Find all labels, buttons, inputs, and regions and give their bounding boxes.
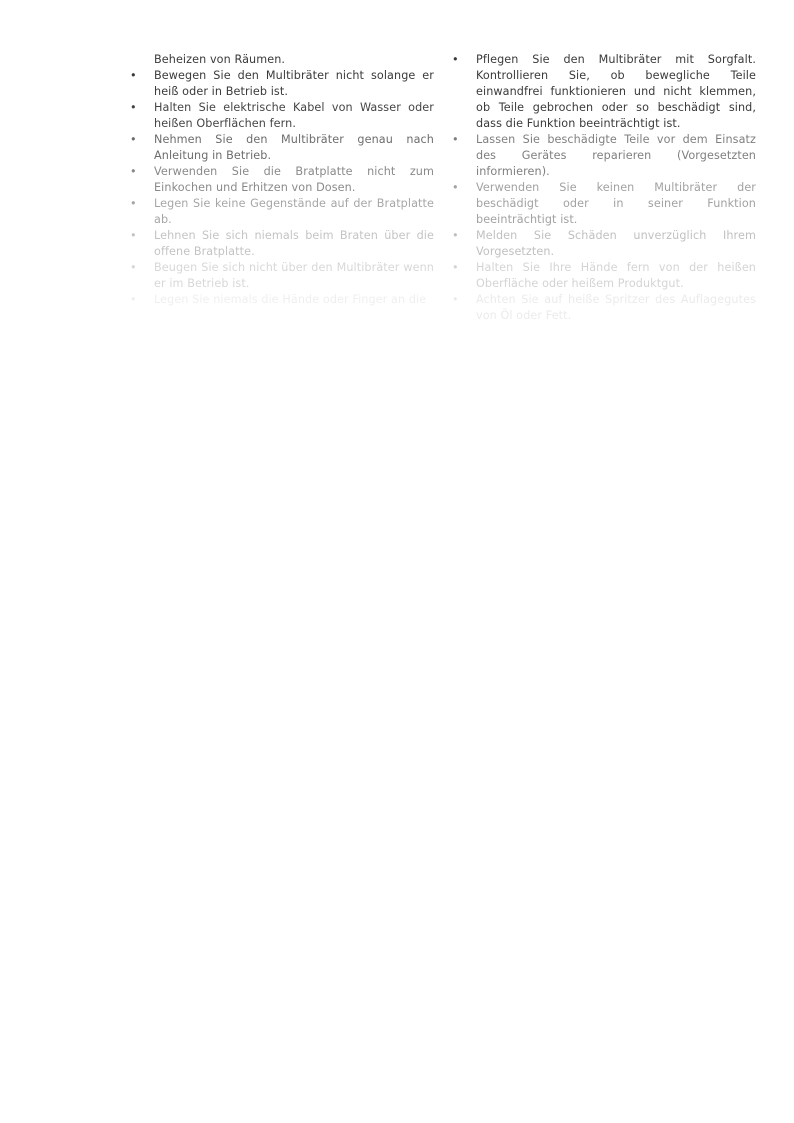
list-item: • Lehnen Sie sich niemals beim Braten über die offene Bratplatte. [154, 228, 434, 260]
list-item: • Verwenden Sie keinen Multibräter der beschädigt oder in seiner Funktion beeinträchtigt ist. [476, 180, 756, 228]
list-item: • Verwenden Sie die Bratplatte nicht zum Einkochen und Erhitzen von Dosen. [154, 164, 434, 196]
list-item-continuation: Beheizen von Räumen. [154, 53, 286, 66]
right-column [476, 52, 756, 324]
list-item: • Halten Sie Ihre Hände fern von der heißen Oberfläche oder heißem Produktgut. [476, 260, 756, 292]
list-item: • Legen Sie niemals die Hände oder Finger an die [154, 292, 434, 308]
list-item: • Achten Sie auf heiße Spritzer des Auflagegutes von Öl oder Fett. [476, 292, 756, 324]
list-item: • Pflegen Sie den Multibräter mit Sorgfalt. Kontrollieren Sie, ob bewegliche Teile einwandfrei funktionieren und nicht klemmen, ob Teile gebrochen oder so beschädigt sind, dass die Funktion beeinträchtigt ist. [476, 52, 756, 132]
list-item: • Melden Sie Schäden unverzüglich Ihrem Vorgesetzten. [476, 228, 756, 260]
list-item: • Bewegen Sie den Multibräter nicht solange er heiß oder in Betrieb ist. [154, 68, 434, 100]
left-column [154, 52, 434, 308]
list-item: • Beugen Sie sich nicht über den Multibräter wenn er im Betrieb ist. [154, 260, 434, 292]
list-item: • Nehmen Sie den Multibräter genau nach Anleitung in Betrieb. [154, 132, 434, 164]
list-item: • Halten Sie elektrische Kabel von Wasser oder heißen Oberflächen fern. [154, 100, 434, 132]
list-item: • Lassen Sie beschädigte Teile vor dem Einsatz des Gerätes reparieren (Vorgesetzten informieren). [476, 132, 756, 180]
list-item: • Legen Sie keine Gegenstände auf der Bratplatte ab. [154, 196, 434, 228]
